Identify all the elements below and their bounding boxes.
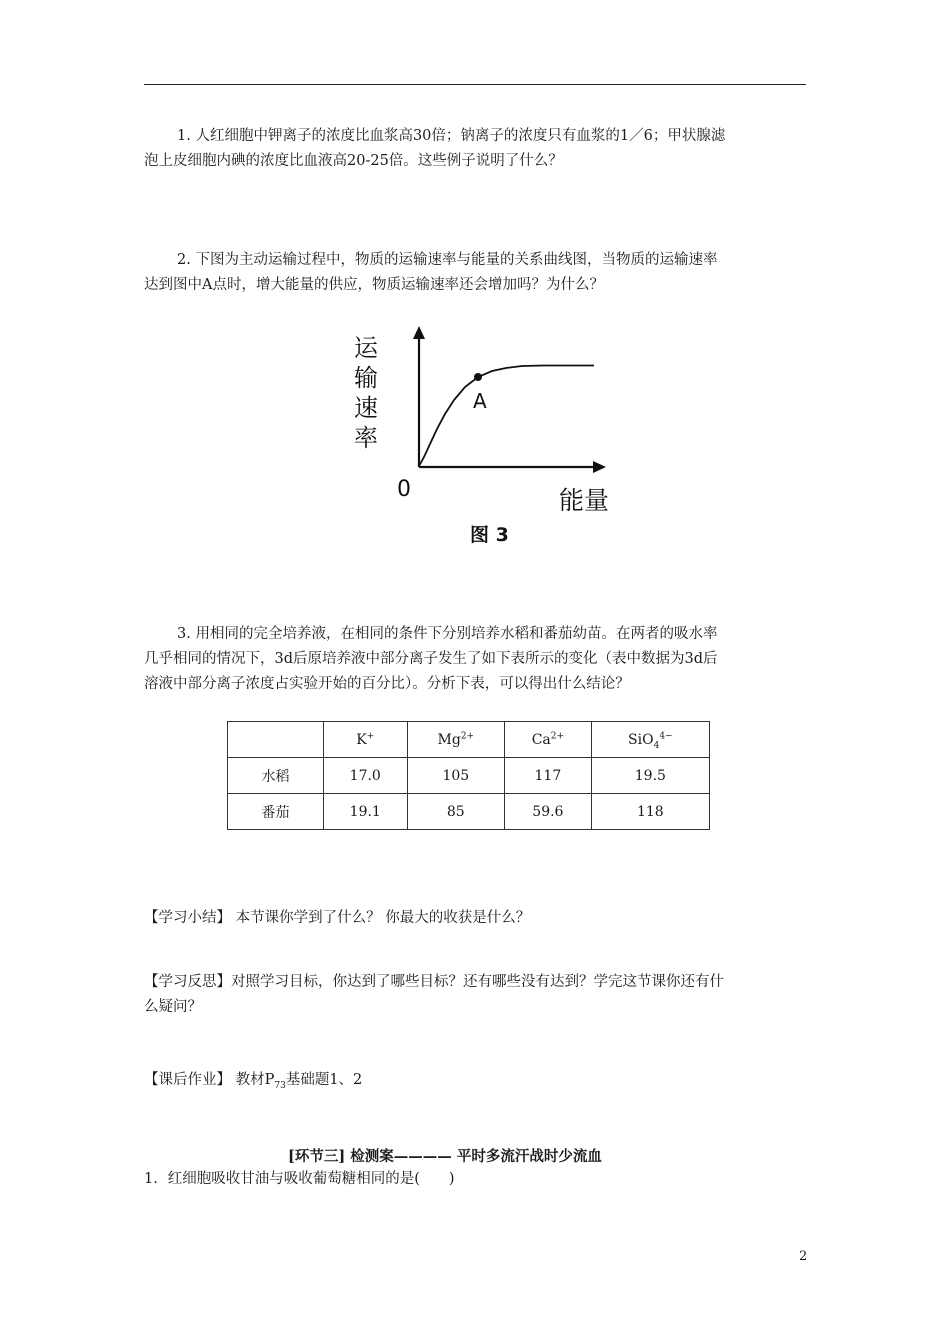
table-row (228, 794, 710, 830)
table-header-cell: $Ca^{2+}$ (505, 722, 592, 758)
table-cell: 17.0 (324, 758, 408, 794)
homework-suffix: 基础题1、2 (285, 1072, 363, 1088)
y-label-char: 运 (354, 334, 378, 362)
figure-svg (344, 322, 644, 544)
table-cell: 59.6 (505, 794, 592, 830)
origin-label: 0 (397, 477, 411, 502)
y-label-char: 速 (354, 394, 378, 422)
x-axis-label: 能量 (559, 486, 610, 515)
question-3-line-1: 3. 用相同的完全培养液，在相同的条件下分别培养水稻和番茄幼苗。在两者的吸水率 (177, 626, 718, 642)
table-row (228, 758, 710, 794)
point-a-label: A (473, 389, 487, 413)
ion-concentration-table (227, 721, 710, 830)
table-cell: 19.1 (324, 794, 408, 830)
homework-prefix: 【课后作业】 教材P (144, 1072, 275, 1088)
y-label-char: 输 (354, 364, 378, 392)
section-3-title: [环节三] 检测案———— 平时多流汗战时少流血 (288, 1148, 602, 1165)
table-cell: 85 (407, 794, 505, 830)
question-1 (144, 124, 808, 174)
reflection-line-1: 【学习反思】对照学习目标，你达到了哪些目标？还有哪些没有达到？学完这节课你还有什 (144, 974, 724, 990)
question-2 (144, 248, 808, 298)
question-1-line-2: 泡上皮细胞内碘的浓度比血液高20-25倍。这些例子说明了什么？ (144, 153, 563, 169)
question-3-line-3: 溶液中部分离子浓度占实验开始的百分比）。分析下表，可以得出什么结论？ (144, 676, 630, 692)
question-3 (144, 622, 808, 697)
question-2-line-2: 达到图中A点时，增大能量的供应，物质运输速率还会增加吗？为什么？ (144, 277, 604, 293)
table-cell: 19.5 (591, 758, 709, 794)
homework-page-number: 73 (274, 1080, 286, 1091)
transport-rate-figure (344, 322, 644, 544)
homework (144, 1068, 808, 1093)
table-header-cell: SiO$_4^{4-}$ (591, 722, 709, 758)
y-label-char: 率 (354, 424, 378, 452)
table-header-row (228, 722, 710, 758)
question-1-line-1: 1. 人红细胞中钾离子的浓度比血浆高30倍；钠离子的浓度只有血浆的1／6；甲状腺滤 (177, 128, 726, 144)
table-row-label: 水稻 (228, 758, 324, 794)
header-rule (144, 84, 806, 85)
table-header-cell: $Mg^{2+}$ (407, 722, 505, 758)
test-question-1: 1．红细胞吸收甘油与吸收葡萄糖相同的是( ) (144, 1171, 455, 1187)
table-cell: 117 (505, 758, 592, 794)
reflection-line-2: 么疑问？ (144, 999, 202, 1015)
table-header-cell: K+ (324, 722, 408, 758)
table-cell: 105 (407, 758, 505, 794)
learning-reflection (144, 970, 808, 1020)
page-number: 2 (799, 1249, 808, 1264)
figure-caption: 图 3 (470, 524, 509, 544)
question-3-line-2: 几乎相同的情况下，3d后原培养液中部分离子发生了如下表所示的变化（表中数据为3d后 (144, 651, 718, 667)
table-row-label: 番茄 (228, 794, 324, 830)
question-2-line-1: 2. 下图为主动运输过程中，物质的运输速率与能量的关系曲线图，当物质的运输速率 (177, 252, 718, 268)
point-a-marker (474, 373, 482, 381)
table-corner-cell (228, 722, 324, 758)
learning-summary: 【学习小结】 本节课你学到了什么？ 你最大的收获是什么？ (144, 910, 531, 926)
table-cell: 118 (591, 794, 709, 830)
